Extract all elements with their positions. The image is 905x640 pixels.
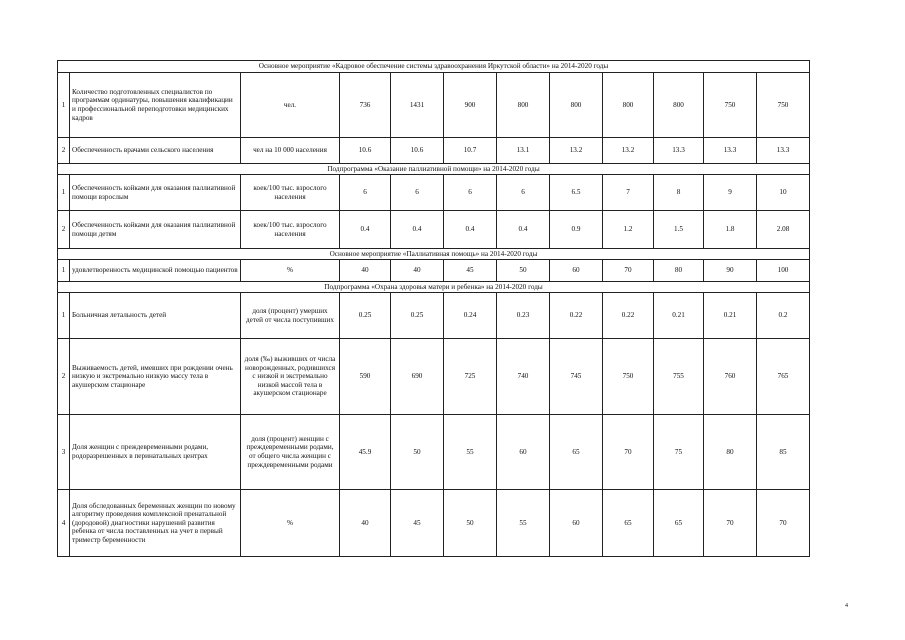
row-number: 2 <box>58 211 70 249</box>
value-cell: 750 <box>603 339 654 415</box>
table-row <box>58 211 810 249</box>
value-cell: 40 <box>391 260 444 282</box>
value-cell: 90 <box>704 260 757 282</box>
indicator-name: Доля женщин с преждевременными родами, родоразрешенных в перинатальных центрах <box>70 415 241 490</box>
value-cell: 1431 <box>391 73 444 138</box>
value-cell: 65 <box>603 490 654 557</box>
value-cell: 65 <box>654 490 704 557</box>
value-cell: 800 <box>497 73 550 138</box>
value-cell: 0.25 <box>340 293 391 339</box>
page-number: 4 <box>845 603 848 609</box>
value-cell: 7 <box>603 175 654 211</box>
value-cell: 0.4 <box>444 211 497 249</box>
value-cell: 0.4 <box>391 211 444 249</box>
indicator-name: Выживаемость детей, имевших при рождении очень низкую и экстремально низкую массу тела в акушерском стационаре <box>70 339 241 415</box>
value-cell: 60 <box>550 490 603 557</box>
value-cell: 760 <box>704 339 757 415</box>
value-cell: 70 <box>757 490 810 557</box>
value-cell: 590 <box>340 339 391 415</box>
indicator-name: Доля обследованных беременных женщин по новому алгоритму проведения комплексной пренатальной (дородовой) диагностики нарушений развития ребенка от числа поставленных на учет в первый триместр беременности <box>70 490 241 557</box>
value-cell: 6 <box>444 175 497 211</box>
value-cell: 745 <box>550 339 603 415</box>
value-cell: 45.9 <box>340 415 391 490</box>
section-header-row <box>58 61 810 73</box>
value-cell: 40 <box>340 260 391 282</box>
value-cell: 55 <box>497 490 550 557</box>
value-cell: 6 <box>340 175 391 211</box>
section-header-row <box>58 282 810 293</box>
table-row <box>58 175 810 211</box>
value-cell: 50 <box>444 490 497 557</box>
value-cell: 13.2 <box>550 138 603 164</box>
value-cell: 740 <box>497 339 550 415</box>
indicator-name: Обеспеченность койками для оказания паллиативной помощи детям <box>70 211 241 249</box>
value-cell: 55 <box>444 415 497 490</box>
indicator-name: Количество подготовленных специалистов по программам ординатуры, повышения квалификации и профессиональной переподготовки медицинских кадров <box>70 73 241 138</box>
value-cell: 755 <box>654 339 704 415</box>
value-cell: 85 <box>757 415 810 490</box>
unit-of-measure: коек/100 тыс. взрослого населения <box>241 211 340 249</box>
row-number: 1 <box>58 73 70 138</box>
section-title: Основное мероприятие «Кадровое обеспечение системы здравоохранения Иркутской области» на 2014-2020 годы <box>58 61 810 73</box>
table-row <box>58 293 810 339</box>
value-cell: 1.8 <box>704 211 757 249</box>
value-cell: 800 <box>654 73 704 138</box>
value-cell: 70 <box>603 415 654 490</box>
value-cell: 0.4 <box>497 211 550 249</box>
section-title: Подпрограмма «Охрана здоровья матери и ребенка» на 2014-2020 годы <box>58 282 810 293</box>
unit-of-measure: % <box>241 260 340 282</box>
value-cell: 900 <box>444 73 497 138</box>
unit-of-measure: % <box>241 490 340 557</box>
row-number: 1 <box>58 260 70 282</box>
row-number: 1 <box>58 175 70 211</box>
value-cell: 0.25 <box>391 293 444 339</box>
value-cell: 13.3 <box>704 138 757 164</box>
section-header-row <box>58 249 810 260</box>
value-cell: 0.22 <box>550 293 603 339</box>
indicator-name: Больничная летальность детей <box>70 293 241 339</box>
value-cell: 0.21 <box>704 293 757 339</box>
row-number: 3 <box>58 415 70 490</box>
value-cell: 10 <box>757 175 810 211</box>
value-cell: 750 <box>704 73 757 138</box>
value-cell: 10.7 <box>444 138 497 164</box>
value-cell: 70 <box>603 260 654 282</box>
value-cell: 0.4 <box>340 211 391 249</box>
value-cell: 9 <box>704 175 757 211</box>
value-cell: 1.2 <box>603 211 654 249</box>
value-cell: 765 <box>757 339 810 415</box>
value-cell: 2.08 <box>757 211 810 249</box>
row-number: 2 <box>58 138 70 164</box>
value-cell: 70 <box>704 490 757 557</box>
unit-of-measure: чел. <box>241 73 340 138</box>
value-cell: 690 <box>391 339 444 415</box>
unit-of-measure: чел на 10 000 населения <box>241 138 340 164</box>
value-cell: 50 <box>497 260 550 282</box>
value-cell: 0.24 <box>444 293 497 339</box>
table-row <box>58 73 810 138</box>
value-cell: 65 <box>550 415 603 490</box>
value-cell: 100 <box>757 260 810 282</box>
value-cell: 13.2 <box>603 138 654 164</box>
value-cell: 800 <box>603 73 654 138</box>
table-row <box>58 260 810 282</box>
value-cell: 50 <box>391 415 444 490</box>
value-cell: 0.23 <box>497 293 550 339</box>
value-cell: 60 <box>497 415 550 490</box>
unit-of-measure: доля (процент) женщин с преждевременными родами, от общего числа женщин с преждевременными родами <box>241 415 340 490</box>
value-cell: 800 <box>550 73 603 138</box>
section-header-row <box>58 164 810 175</box>
unit-of-measure: доля (‰) выживших от числа новорожденных, родившихся с низкой и экстремально низкой массой тела в акушерском стационаре <box>241 339 340 415</box>
value-cell: 10.6 <box>391 138 444 164</box>
unit-of-measure: коек/100 тыс. взрослого населения <box>241 175 340 211</box>
value-cell: 0.22 <box>603 293 654 339</box>
value-cell: 1.5 <box>654 211 704 249</box>
value-cell: 13.3 <box>757 138 810 164</box>
value-cell: 736 <box>340 73 391 138</box>
table-row <box>58 415 810 490</box>
value-cell: 0.21 <box>654 293 704 339</box>
value-cell: 80 <box>704 415 757 490</box>
value-cell: 6.5 <box>550 175 603 211</box>
indicator-name: Обеспеченность койками для оказания паллиативной помощи взрослым <box>70 175 241 211</box>
indicator-name: Обеспеченность врачами сельского населения <box>70 138 241 164</box>
value-cell: 10.6 <box>340 138 391 164</box>
value-cell: 13.1 <box>497 138 550 164</box>
value-cell: 725 <box>444 339 497 415</box>
value-cell: 13.3 <box>654 138 704 164</box>
value-cell: 40 <box>340 490 391 557</box>
row-number: 2 <box>58 339 70 415</box>
indicator-name: удовлетворенность медицинской помощью пациентов <box>70 260 241 282</box>
value-cell: 45 <box>391 490 444 557</box>
section-title: Основное мероприятие «Паллиативная помощь» на 2014-2020 годы <box>58 249 810 260</box>
value-cell: 60 <box>550 260 603 282</box>
value-cell: 750 <box>757 73 810 138</box>
value-cell: 8 <box>654 175 704 211</box>
value-cell: 45 <box>444 260 497 282</box>
value-cell: 6 <box>391 175 444 211</box>
value-cell: 75 <box>654 415 704 490</box>
table-row <box>58 138 810 164</box>
table-row <box>58 490 810 557</box>
value-cell: 0.9 <box>550 211 603 249</box>
table-row <box>58 339 810 415</box>
value-cell: 0.2 <box>757 293 810 339</box>
unit-of-measure: доля (процент) умерших детей от числа поступивших <box>241 293 340 339</box>
section-title: Подпрограмма «Оказание паллиативной помощи» на 2014-2020 годы <box>58 164 810 175</box>
value-cell: 6 <box>497 175 550 211</box>
value-cell: 80 <box>654 260 704 282</box>
row-number: 4 <box>58 490 70 557</box>
indicators-table <box>57 60 810 557</box>
row-number: 1 <box>58 293 70 339</box>
